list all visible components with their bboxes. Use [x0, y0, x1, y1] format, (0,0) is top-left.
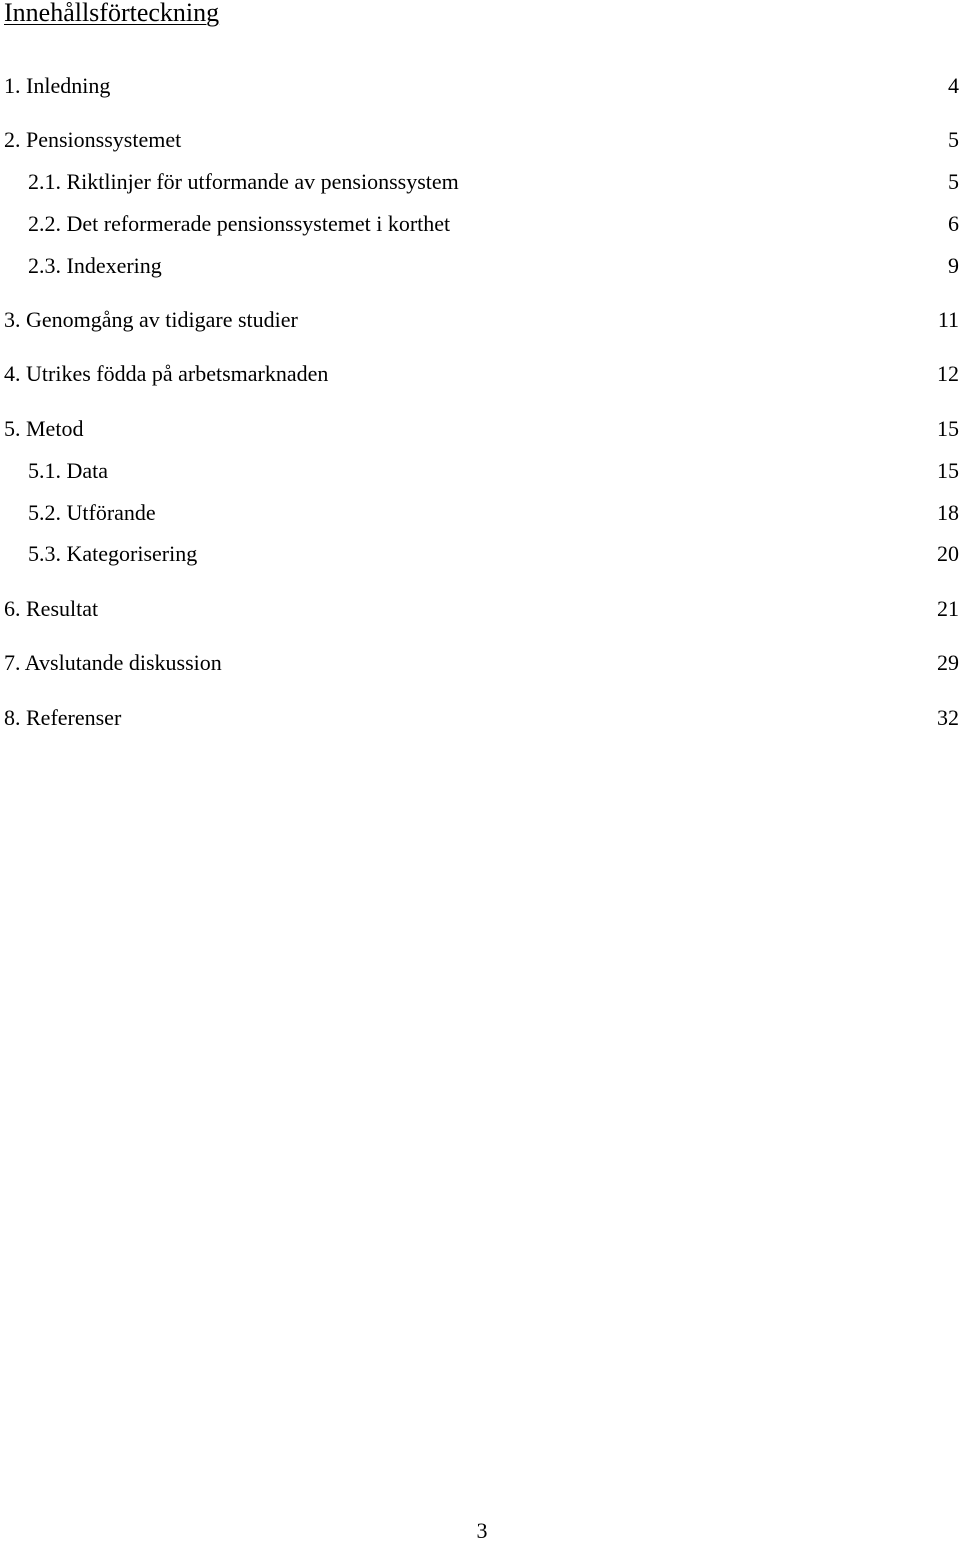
toc-entry-page: 15 — [937, 458, 959, 483]
toc-entry-label: 1. Inledning — [4, 73, 111, 98]
toc-entry-label: 5.3. Kategorisering — [28, 541, 198, 566]
toc-entry-page: 6 — [948, 211, 959, 236]
toc-entry-label: 4. Utrikes födda på arbetsmarknaden — [4, 361, 329, 386]
toc-entry-page: 29 — [937, 650, 959, 675]
toc-entry-label: 2. Pensionssystemet — [4, 127, 182, 152]
toc-entry-label: 2.2. Det reformerade pensionssystemet i korthet — [28, 211, 451, 236]
toc-entry-label: 6. Resultat — [4, 596, 99, 621]
toc-entry-label: 5.1. Data — [28, 458, 109, 483]
toc-entry-page: 32 — [937, 705, 959, 730]
toc-entry[interactable] — [0, 167, 960, 197]
toc-entry-page: 18 — [937, 500, 959, 525]
toc-entry-page: 11 — [937, 307, 959, 332]
toc-entry-page: 15 — [937, 416, 959, 441]
toc-entry-page: 20 — [937, 541, 959, 566]
toc-entry[interactable] — [0, 125, 960, 155]
toc-entry-page: 9 — [948, 253, 959, 278]
toc-entry-label: 3. Genomgång av tidigare studier — [4, 307, 298, 332]
toc-entry-label: 2.3. Indexering — [28, 253, 162, 278]
toc-entry-label: 8. Referenser — [4, 705, 122, 730]
toc-entry[interactable] — [0, 209, 960, 239]
toc-entry-label: 2.1. Riktlinjer för utformande av pensionssystem — [28, 169, 459, 194]
toc-entry[interactable] — [0, 414, 960, 444]
toc-entry[interactable] — [0, 703, 960, 733]
toc-entry[interactable] — [0, 71, 960, 101]
page-number: 3 — [476, 1518, 488, 1543]
toc-entry[interactable] — [0, 359, 960, 389]
toc-entry[interactable] — [0, 456, 960, 486]
toc-entry[interactable] — [0, 251, 960, 281]
toc-entry[interactable] — [0, 648, 960, 678]
toc-entry[interactable] — [0, 539, 960, 569]
toc-entry-label: 7. Avslutande diskussion — [4, 650, 222, 675]
toc-title: Innehållsförteckning — [4, 0, 220, 27]
toc-entry-label: 5.2. Utförande — [28, 500, 156, 525]
toc-entry-page: 12 — [937, 361, 959, 386]
toc-entry-label: 5. Metod — [4, 416, 84, 441]
toc-entry[interactable] — [0, 305, 960, 335]
toc-entry-page: 21 — [937, 596, 959, 621]
toc-entry-page: 5 — [948, 127, 959, 152]
toc-entry-page: 4 — [948, 73, 959, 98]
toc-entry-page: 5 — [948, 169, 959, 194]
toc-entry[interactable] — [0, 498, 960, 528]
toc-entry[interactable] — [0, 594, 960, 624]
